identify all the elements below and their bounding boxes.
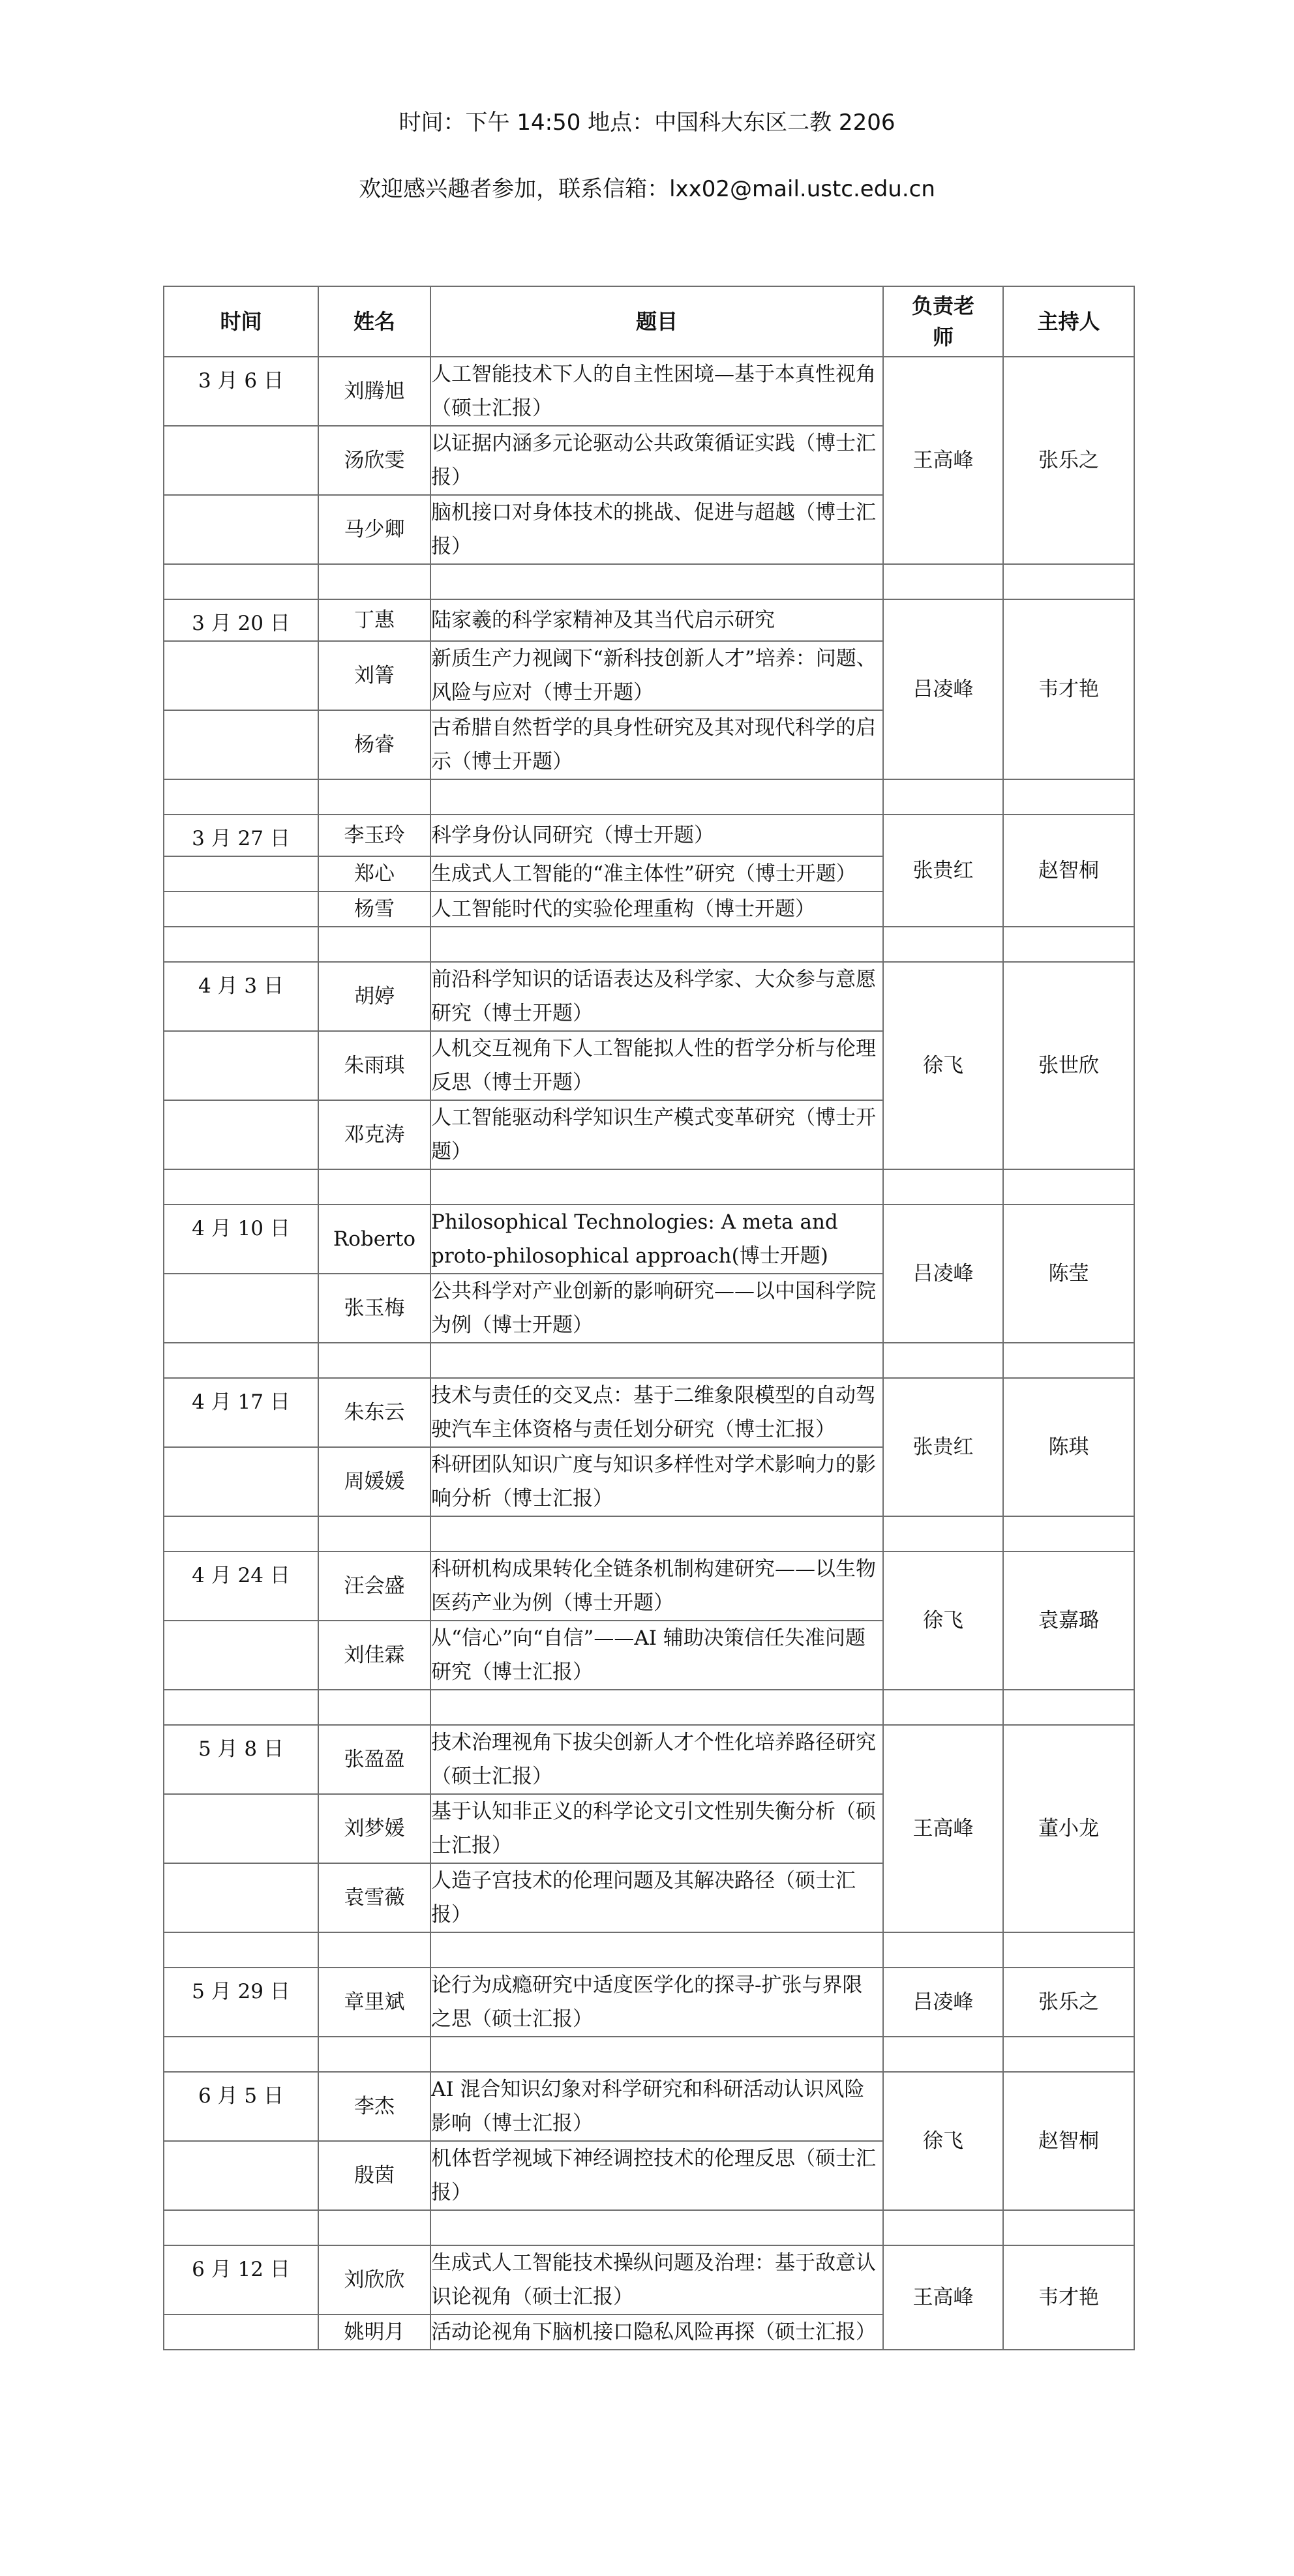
- spacer-cell: [1003, 2210, 1134, 2245]
- speaker-name: 朱雨琪: [318, 1031, 430, 1100]
- spacer-cell: [1003, 1169, 1134, 1205]
- session-host: 陈莹: [1003, 1205, 1134, 1343]
- date-cell-empty: [164, 1621, 318, 1690]
- spacer-cell: [318, 2210, 430, 2245]
- spacer-cell: [430, 1169, 883, 1205]
- speaker-name: 汪会盛: [318, 1551, 430, 1621]
- spacer-cell: [318, 927, 430, 962]
- spacer-cell: [1003, 564, 1134, 599]
- speaker-name: 丁惠: [318, 599, 430, 641]
- spacer-cell: [164, 1516, 318, 1551]
- session-date: 4 月 3 日: [164, 962, 318, 1031]
- table-row: [164, 1551, 1134, 1621]
- speaker-name: 汤欣雯: [318, 426, 430, 495]
- talk-title: 人造子宫技术的伦理问题及其解决路径（硕士汇报）: [430, 1863, 883, 1932]
- meeting-time-location: 时间：下午 14:50 地点：中国科大东区二教 2206: [399, 110, 895, 136]
- talk-title: 科研团队知识广度与知识多样性对学术影响力的影响分析（博士汇报）: [430, 1447, 883, 1516]
- speaker-name: 杨睿: [318, 710, 430, 779]
- spacer-cell: [883, 2210, 1003, 2245]
- talk-title: 技术治理视角下拔尖创新人才个性化培养路径研究（硕士汇报）: [430, 1725, 883, 1794]
- table-row: [164, 1968, 1134, 2037]
- spacer-cell: [883, 1343, 1003, 1378]
- spacer-cell: [883, 2037, 1003, 2072]
- session-host: 张乐之: [1003, 357, 1134, 564]
- responsible-teacher: 吕凌峰: [883, 599, 1003, 779]
- date-cell-empty: [164, 1031, 318, 1100]
- speaker-name: 周媛媛: [318, 1447, 430, 1516]
- speaker-name: 马少卿: [318, 495, 430, 564]
- talk-title: 脑机接口对身体技术的挑战、促进与超越（博士汇报）: [430, 495, 883, 564]
- spacer-row: [164, 2037, 1134, 2072]
- spacer-cell: [430, 2210, 883, 2245]
- session-date: 6 月 5 日: [164, 2072, 318, 2141]
- talk-title: 人工智能驱动科学知识生产模式变革研究（博士开题）: [430, 1100, 883, 1169]
- table-row: [164, 2072, 1134, 2141]
- spacer-row: [164, 1932, 1134, 1968]
- table-row: [164, 599, 1134, 641]
- spacer-cell: [1003, 779, 1134, 815]
- responsible-teacher: 张贵红: [883, 815, 1003, 927]
- table-row: [164, 1205, 1134, 1274]
- date-cell-empty: [164, 1863, 318, 1932]
- date-cell-empty: [164, 856, 318, 891]
- spacer-cell: [164, 927, 318, 962]
- session-host: 张世欣: [1003, 962, 1134, 1169]
- spacer-cell: [164, 564, 318, 599]
- talk-title: 陆家羲的科学家精神及其当代启示研究: [430, 599, 883, 641]
- spacer-cell: [883, 779, 1003, 815]
- date-cell-empty: [164, 495, 318, 564]
- talk-title: 古希腊自然哲学的具身性研究及其对现代科学的启示（博士开题）: [430, 710, 883, 779]
- date-cell-empty: [164, 891, 318, 927]
- table-row: [164, 2245, 1134, 2314]
- spacer-row: [164, 1690, 1134, 1725]
- speaker-name: 刘梦媛: [318, 1794, 430, 1863]
- spacer-cell: [430, 779, 883, 815]
- session-date: 5 月 29 日: [164, 1968, 318, 2037]
- date-cell-empty: [164, 2314, 318, 2350]
- session-host: 董小龙: [1003, 1725, 1134, 1932]
- column-header-date: 时间: [164, 286, 318, 357]
- date-cell-empty: [164, 1100, 318, 1169]
- session-date: 5 月 8 日: [164, 1725, 318, 1794]
- date-cell-empty: [164, 426, 318, 495]
- talk-title: 论行为成瘾研究中适度医学化的探寻-扩张与界限之思（硕士汇报）: [430, 1968, 883, 2037]
- talk-title: Philosophical Technologies: A meta and proto-philosophical approach(博士开题): [430, 1205, 883, 1274]
- speaker-name: 杨雪: [318, 891, 430, 927]
- talk-title: 以证据内涵多元论驱动公共政策循证实践（博士汇报）: [430, 426, 883, 495]
- speaker-name: 刘欣欣: [318, 2245, 430, 2314]
- speaker-name: 邓克涛: [318, 1100, 430, 1169]
- spacer-cell: [1003, 1690, 1134, 1725]
- spacer-row: [164, 1169, 1134, 1205]
- speaker-name: 张盈盈: [318, 1725, 430, 1794]
- column-header-name: 姓名: [318, 286, 430, 357]
- spacer-cell: [430, 1690, 883, 1725]
- speaker-name: 袁雪薇: [318, 1863, 430, 1932]
- talk-title: 新质生产力视阈下“新科技创新人才”培养：问题、风险与应对（博士开题）: [430, 641, 883, 710]
- speaker-name: 殷茵: [318, 2141, 430, 2210]
- speaker-name: 李玉玲: [318, 815, 430, 856]
- date-cell-empty: [164, 1447, 318, 1516]
- table-row: [164, 815, 1134, 856]
- responsible-teacher: 吕凌峰: [883, 1205, 1003, 1343]
- spacer-cell: [430, 927, 883, 962]
- spacer-cell: [318, 1690, 430, 1725]
- spacer-row: [164, 927, 1134, 962]
- spacer-cell: [430, 2037, 883, 2072]
- session-host: 韦才艳: [1003, 599, 1134, 779]
- spacer-row: [164, 2210, 1134, 2245]
- spacer-cell: [164, 1932, 318, 1968]
- talk-title: 机体哲学视域下神经调控技术的伦理反思（硕士汇报）: [430, 2141, 883, 2210]
- spacer-row: [164, 564, 1134, 599]
- talk-title: 科研机构成果转化全链条机制构建研究——以生物医药产业为例（博士开题）: [430, 1551, 883, 1621]
- spacer-cell: [164, 1343, 318, 1378]
- talk-title: 活动论视角下脑机接口隐私风险再探（硕士汇报）: [430, 2314, 883, 2350]
- spacer-cell: [164, 779, 318, 815]
- spacer-row: [164, 779, 1134, 815]
- spacer-cell: [430, 564, 883, 599]
- table-header-row: [164, 286, 1134, 357]
- speaker-name: Roberto: [318, 1205, 430, 1274]
- spacer-cell: [1003, 1932, 1134, 1968]
- schedule-body: [164, 357, 1134, 2350]
- session-host: 韦才艳: [1003, 2245, 1134, 2350]
- session-host: 赵智桐: [1003, 2072, 1134, 2210]
- column-header-title: 题目: [430, 286, 883, 357]
- responsible-teacher: 徐飞: [883, 2072, 1003, 2210]
- table-row: [164, 1725, 1134, 1794]
- spacer-cell: [318, 1343, 430, 1378]
- speaker-name: 朱东云: [318, 1378, 430, 1447]
- speaker-name: 李杰: [318, 2072, 430, 2141]
- responsible-teacher: 张贵红: [883, 1378, 1003, 1516]
- talk-title: 生成式人工智能技术操纵问题及治理：基于敌意认识论视角（硕士汇报）: [430, 2245, 883, 2314]
- spacer-cell: [1003, 2037, 1134, 2072]
- session-date: 3 月 27 日: [164, 815, 318, 856]
- session-host: 袁嘉璐: [1003, 1551, 1134, 1690]
- spacer-cell: [883, 564, 1003, 599]
- responsible-teacher: 王高峰: [883, 357, 1003, 564]
- spacer-cell: [318, 1516, 430, 1551]
- responsible-teacher: 王高峰: [883, 1725, 1003, 1932]
- date-cell-empty: [164, 1274, 318, 1343]
- spacer-cell: [883, 927, 1003, 962]
- talk-title: 人机交互视角下人工智能拟人性的哲学分析与伦理反思（博士开题）: [430, 1031, 883, 1100]
- spacer-cell: [1003, 927, 1134, 962]
- table-row: [164, 357, 1134, 426]
- table-row: [164, 962, 1134, 1031]
- spacer-cell: [430, 1516, 883, 1551]
- talk-title: AI 混合知识幻象对科学研究和科研活动认识风险影响（博士汇报）: [430, 2072, 883, 2141]
- spacer-cell: [318, 2037, 430, 2072]
- talk-title: 人工智能技术下人的自主性困境—基于本真性视角（硕士汇报）: [430, 357, 883, 426]
- spacer-cell: [318, 564, 430, 599]
- spacer-cell: [430, 1932, 883, 1968]
- speaker-name: 张玉梅: [318, 1274, 430, 1343]
- date-cell-empty: [164, 2141, 318, 2210]
- spacer-cell: [883, 1516, 1003, 1551]
- session-host: 张乐之: [1003, 1968, 1134, 2037]
- schedule-table: [163, 286, 1135, 2350]
- table-row: [164, 1378, 1134, 1447]
- spacer-cell: [883, 1690, 1003, 1725]
- spacer-row: [164, 1343, 1134, 1378]
- date-cell-empty: [164, 641, 318, 710]
- date-cell-empty: [164, 710, 318, 779]
- session-date: 3 月 6 日: [164, 357, 318, 426]
- talk-title: 生成式人工智能的“准主体性”研究（博士开题）: [430, 856, 883, 891]
- speaker-name: 郑心: [318, 856, 430, 891]
- spacer-cell: [164, 2037, 318, 2072]
- spacer-cell: [164, 2210, 318, 2245]
- contact-line: 欢迎感兴趣者参加，联系信箱：lxx02@mail.ustc.edu.cn: [359, 176, 935, 202]
- session-host: 赵智桐: [1003, 815, 1134, 927]
- speaker-name: 姚明月: [318, 2314, 430, 2350]
- responsible-teacher: 吕凌峰: [883, 1968, 1003, 2037]
- talk-title: 基于认知非正义的科学论文引文性别失衡分析（硕士汇报）: [430, 1794, 883, 1863]
- talk-title: 从“信心”向“自信”——AI 辅助决策信任失准问题研究（博士汇报）: [430, 1621, 883, 1690]
- spacer-cell: [318, 1169, 430, 1205]
- spacer-cell: [164, 1169, 318, 1205]
- speaker-name: 章里斌: [318, 1968, 430, 2037]
- speaker-name: 刘佳霖: [318, 1621, 430, 1690]
- speaker-name: 刘箐: [318, 641, 430, 710]
- spacer-cell: [318, 779, 430, 815]
- responsible-teacher: 徐飞: [883, 962, 1003, 1169]
- responsible-teacher: 徐飞: [883, 1551, 1003, 1690]
- session-host: 陈琪: [1003, 1378, 1134, 1516]
- session-date: 4 月 10 日: [164, 1205, 318, 1274]
- spacer-row: [164, 1516, 1134, 1551]
- talk-title: 科学身份认同研究（博士开题）: [430, 815, 883, 856]
- spacer-cell: [1003, 1343, 1134, 1378]
- date-cell-empty: [164, 1794, 318, 1863]
- column-header-teacher: 负责老师: [883, 286, 1003, 357]
- spacer-cell: [164, 1690, 318, 1725]
- session-date: 4 月 24 日: [164, 1551, 318, 1621]
- talk-title: 公共科学对产业创新的影响研究——以中国科学院为例（博士开题）: [430, 1274, 883, 1343]
- speaker-name: 胡婷: [318, 962, 430, 1031]
- session-date: 4 月 17 日: [164, 1378, 318, 1447]
- spacer-cell: [883, 1932, 1003, 1968]
- talk-title: 人工智能时代的实验伦理重构（博士开题）: [430, 891, 883, 927]
- spacer-cell: [430, 1343, 883, 1378]
- column-header-host: 主持人: [1003, 286, 1134, 357]
- session-date: 3 月 20 日: [164, 599, 318, 641]
- session-date: 6 月 12 日: [164, 2245, 318, 2314]
- spacer-cell: [318, 1932, 430, 1968]
- spacer-cell: [1003, 1516, 1134, 1551]
- responsible-teacher: 王高峰: [883, 2245, 1003, 2350]
- talk-title: 前沿科学知识的话语表达及科学家、大众参与意愿研究（博士开题）: [430, 962, 883, 1031]
- speaker-name: 刘腾旭: [318, 357, 430, 426]
- talk-title: 技术与责任的交叉点：基于二维象限模型的自动驾驶汽车主体资格与责任划分研究（博士汇报）: [430, 1378, 883, 1447]
- spacer-cell: [883, 1169, 1003, 1205]
